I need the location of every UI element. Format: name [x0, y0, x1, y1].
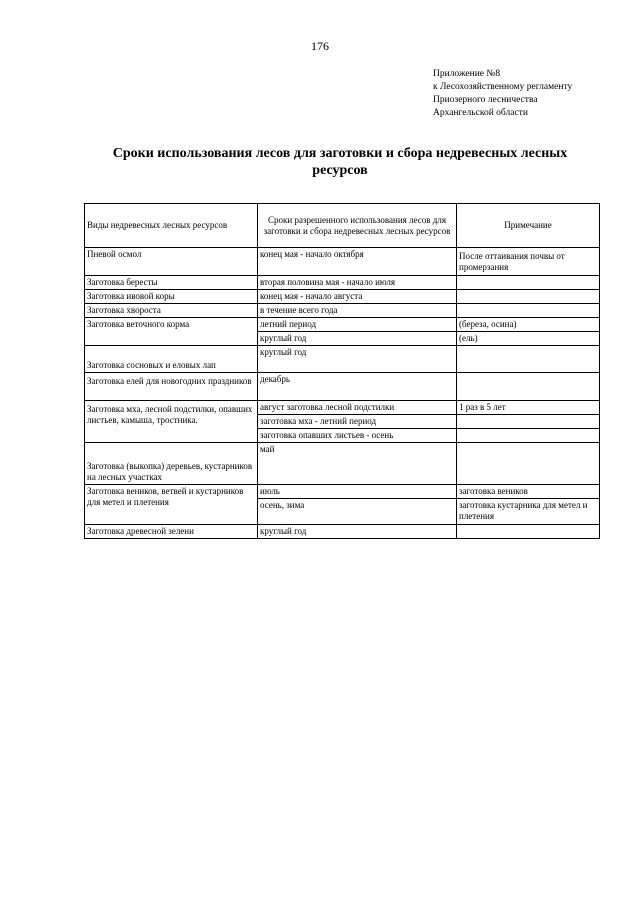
cell-note — [457, 525, 600, 539]
table-row — [85, 318, 600, 332]
cell-terms: круглый год — [258, 332, 457, 346]
cell-kind: Заготовка елей для новогодних праздников — [85, 373, 258, 401]
cell-kind: Заготовка веников, ветвей и кустарников для метел и плетения — [85, 485, 258, 525]
cell-note — [457, 443, 600, 485]
cell-note — [457, 415, 600, 429]
header-terms: Сроки разрешенного использования лесов для заготовки и сбора недревесных лесных ресурсов — [258, 204, 457, 248]
cell-terms: июль — [258, 485, 457, 499]
document-title — [80, 145, 600, 179]
appendix-line: Архангельской области — [433, 108, 528, 118]
table-row — [85, 276, 600, 290]
cell-note: заготовка веников — [457, 485, 600, 499]
cell-kind: Заготовка бересты — [85, 276, 258, 290]
cell-terms: заготовка мха - летний период — [258, 415, 457, 429]
table-row — [85, 346, 600, 373]
cell-terms: осень, зима — [258, 499, 457, 525]
cell-note — [457, 304, 600, 318]
cell-terms: август заготовка лесной подстилки — [258, 401, 457, 415]
cell-terms: май — [258, 443, 457, 485]
table-row — [85, 290, 600, 304]
table-row — [85, 485, 600, 499]
cell-note: 1 раз в 5 лет — [457, 401, 600, 415]
appendix-reference — [433, 68, 572, 120]
cell-terms: конец мая - начало октября — [258, 248, 457, 276]
cell-kind: Заготовка (выкопка) деревьев, кустарников на лесных участках — [85, 443, 258, 485]
title-line: ресурсов — [312, 163, 368, 178]
cell-note — [457, 276, 600, 290]
cell-kind: Заготовка хвороста — [85, 304, 258, 318]
table-row — [85, 248, 600, 276]
cell-terms: летний период — [258, 318, 457, 332]
table-row — [85, 525, 600, 539]
cell-kind: Заготовка мха, лесной подстилки, опавших листьев, камыша, тростника. — [85, 401, 258, 443]
header-kind: Виды недревесных лесных ресурсов — [85, 204, 258, 248]
cell-note: (ель) — [457, 332, 600, 346]
cell-note — [457, 429, 600, 443]
table-row — [85, 304, 600, 318]
table-row — [85, 373, 600, 401]
cell-note — [457, 373, 600, 401]
cell-terms: круглый год — [258, 346, 457, 373]
cell-terms: конец мая - начало августа — [258, 290, 457, 304]
cell-terms: вторая половина мая - начало июля — [258, 276, 457, 290]
cell-note: (береза, осина) — [457, 318, 600, 332]
cell-note — [457, 346, 600, 373]
page-number: 176 — [311, 39, 329, 53]
cell-terms: заготовка опавших листьев - осень — [258, 429, 457, 443]
table-row — [85, 401, 600, 415]
cell-kind: Заготовка сосновых и еловых лап — [85, 346, 258, 373]
cell-kind: Пневой осмол — [85, 248, 258, 276]
table-header-row — [85, 204, 600, 248]
appendix-line: Приложение №8 — [433, 69, 501, 79]
cell-kind: Заготовка ивовой коры — [85, 290, 258, 304]
cell-note: заготовка кустарника для метел и плетения — [457, 499, 600, 525]
cell-note — [457, 290, 600, 304]
appendix-line: Приозерного лесничества — [433, 95, 538, 105]
cell-note: После оттаивания почвы от промерзания — [457, 248, 600, 276]
appendix-line: к Лесохозяйственному регламенту — [433, 82, 573, 92]
cell-kind: Заготовка веточного корма — [85, 318, 258, 346]
cell-terms: декабрь — [258, 373, 457, 401]
cell-kind: Заготовка древесной зелени — [85, 525, 258, 539]
table-row — [85, 443, 600, 485]
resources-table — [84, 203, 600, 539]
cell-terms: круглый год — [258, 525, 457, 539]
title-line: Сроки использования лесов для заготовки и сбора недревесных лесных — [112, 146, 568, 161]
header-note: Примечание — [457, 204, 600, 248]
cell-terms: в течение всего года — [258, 304, 457, 318]
